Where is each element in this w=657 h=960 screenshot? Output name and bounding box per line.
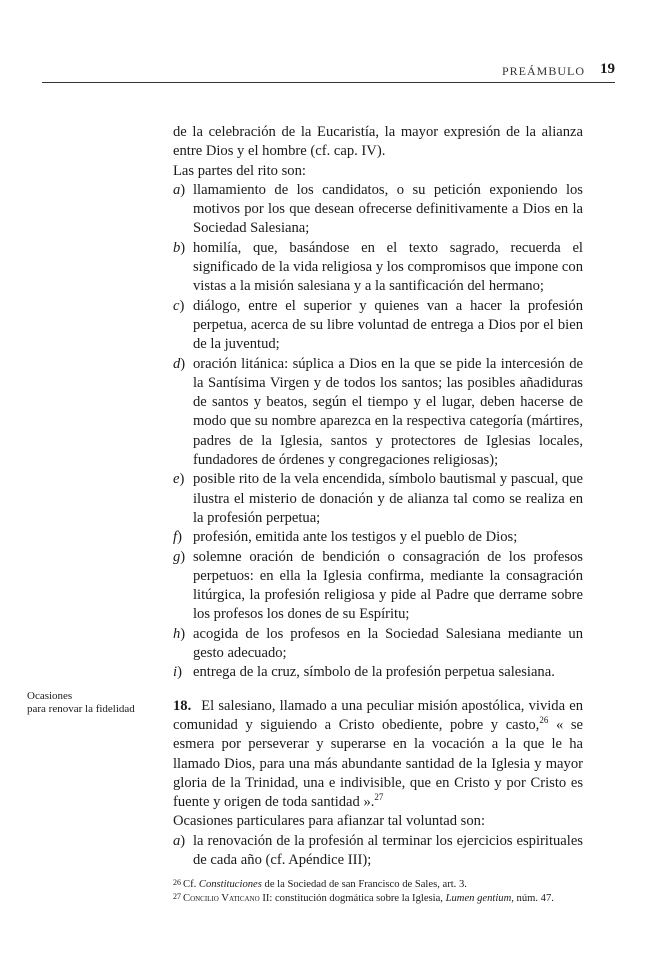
item-letter: d [173, 355, 181, 372]
list-item: a) llamamiento de los candidatos, o su petición exponiendo los motivos por los que desean ofrecerse definitivamente a Dios en la Sociedad Salesiana; [173, 181, 583, 237]
footnote-text: de la Sociedad de san Francisco de Sales, art. 3. [261, 879, 467, 891]
list-lead: Ocasiones particulares para afianzar tal voluntad son: [173, 813, 486, 830]
item-text: posible rito de la vela encendida, símbolo bautismal y pascual, que ilustra el misterio de donación y de alianza tal como se realiza en la profesión perpetua; [193, 471, 583, 526]
item-text: acogida de los profesos en la Sociedad Salesiana mediante un gesto adecuado; [193, 625, 583, 662]
list-item: i) entrega de la cruz, símbolo de la profesión perpetua salesiana. [173, 664, 555, 681]
footnote-author: Concilio Vaticano II [183, 892, 270, 904]
item-text: profesión, emitida ante los testigos y el pueblo de Dios; [193, 529, 518, 546]
footnote [173, 878, 583, 892]
item-letter: f [173, 529, 178, 546]
margin-note-line: Ocasiones [27, 690, 73, 702]
list-item: e) posible rito de la vela encendida, símbolo bautismal y pascual, que ilustra el misterio de donación y de alianza tal como se realiza en la profesión perpetua; [173, 471, 583, 526]
footnote-mark: 27 [173, 891, 181, 901]
paragraph-continuation: de la celebración de la Eucaristía, la mayor expresión de la alianza entre Dios y el hombre (cf. cap. IV). [173, 124, 583, 160]
item-letter: c [173, 297, 180, 314]
item-text: diálogo, entre el superior y quienes van a hacer la profesión perpetua, acerca de su libre voluntad de entrega a Dios por el bien de la juventud; [193, 297, 583, 353]
list-item: d) oración litánica: súplica a Dios en la que se pide la intercesión de la Santísima Virgen y de todos los santos; las posibles añadiduras de santos y beatos, según el tiempo y el lugar, deben hacerse de modo que su nombre aparezca en la respectiva categoría (mártires, padres de la Iglesia, santos y protectores de Iglesias locales, fundadores de órdenes y congregaciones religiosas); [173, 355, 583, 469]
margin-note-line: para renovar la fidelidad [27, 703, 135, 715]
footnote-ref: 27 [374, 792, 384, 803]
item-text: llamamiento de los candidatos, o su petición exponiendo los motivos por los que desean ofrecerse definitivamente a Dios en la Sociedad Salesiana; [193, 181, 583, 237]
list-item: c) diálogo, entre el superior y quienes van a hacer la profesión perpetua, acerca de su libre voluntad de entrega a Dios por el bien de la juventud; [173, 297, 583, 353]
section-18-paragraph [173, 697, 583, 813]
item-letter: b [173, 239, 181, 256]
footnote-mark: 26 [173, 878, 181, 888]
item-letter: a [173, 832, 181, 849]
item-letter: a [173, 181, 181, 198]
page-number: 19 [600, 61, 615, 77]
section-number: 18. [173, 697, 192, 714]
list-lead: Las partes del rito son: [173, 162, 306, 179]
item-letter: h [173, 625, 181, 642]
item-text: la renovación de la profesión al terminar los ejercicios espirituales de cada año (cf. Apéndice III); [193, 832, 583, 868]
header-section-title: PREÁMBULO [501, 64, 585, 78]
margin-note [27, 690, 167, 716]
list-item: a) la renovación de la profesión al terminar los ejercicios espirituales de cada año (cf. Apéndice III); [173, 832, 583, 868]
list-item: f) profesión, emitida ante los testigos y el pueblo de Dios; [173, 529, 518, 546]
item-text: homilía, que, basándose en el texto sagrado, recuerda el significado de la vida religiosa y los compromisos que impone con vistas a la misión salesiana y a la santificación del hermano; [193, 239, 583, 295]
page-body [173, 123, 583, 905]
footnote-text: núm. 47. [513, 892, 554, 904]
list-item: g) solemne oración de bendición o consagración de los profesos perpetuos: en ella la Iglesia confirma, mediante la consagración litúrgica, la profesión religiosa y pide al Padre que derrame sobre los profesos los dones de su Espíritu; [173, 548, 583, 623]
item-text: oración litánica: súplica a Dios en la que se pide la intercesión de la Santísima Virgen y de todos los santos; las posibles añadiduras de santos y beatos, según el tiempo y el lugar, deben hacerse de modo que su nombre aparezca en la respectiva categoría (mártires, padres de la Iglesia, santos y protectores de Iglesias locales, fundadores de órdenes y congregaciones religiosas); [193, 355, 583, 469]
item-letter: i [173, 664, 178, 681]
footnote-text: Cf. [183, 879, 199, 891]
footnote-ref: 26 [539, 715, 549, 726]
item-letter: e [173, 471, 180, 488]
section-text: « se esmera por perseverar y superarse en la vocación a la que le ha llamado Dios, para una más abundante santidad de la Iglesia y mayor gloria de la Trinidad, una e indivisible, que en Cristo y por Cristo es fuente y origen de toda santidad ». [173, 716, 583, 811]
footnote-title: Constituciones [198, 879, 262, 891]
footnote [173, 892, 583, 906]
item-text: entrega de la cruz, símbolo de la profesión perpetua salesiana. [193, 664, 555, 681]
footnote-text: : constitución dogmática sobre la Iglesia, [269, 892, 446, 904]
item-text: solemne oración de bendición o consagración de los profesos perpetuos: en ella la Iglesia confirma, mediante la consagración litúrgica, la profesión religiosa y pide al Padre que derrame sobre los profesos los dones de su Espíritu; [193, 548, 583, 623]
footnotes [173, 878, 583, 905]
running-header [42, 62, 615, 83]
item-letter: g [173, 548, 181, 565]
list-item: h) acogida de los profesos en la Sociedad Salesiana mediante un gesto adecuado; [173, 625, 583, 662]
section-gap [173, 683, 583, 697]
section-text: El salesiano, llamado a una peculiar misión apostólica, vivida en comunidad y siguiendo a Cristo obediente, pobre y casto, [173, 697, 583, 733]
list-item: b) homilía, que, basándose en el texto sagrado, recuerda el significado de la vida religiosa y los compromisos que impone con vistas a la misión salesiana y a la santificación del hermano; [173, 239, 583, 295]
footnote-title: Lumen gentium, [445, 892, 514, 904]
